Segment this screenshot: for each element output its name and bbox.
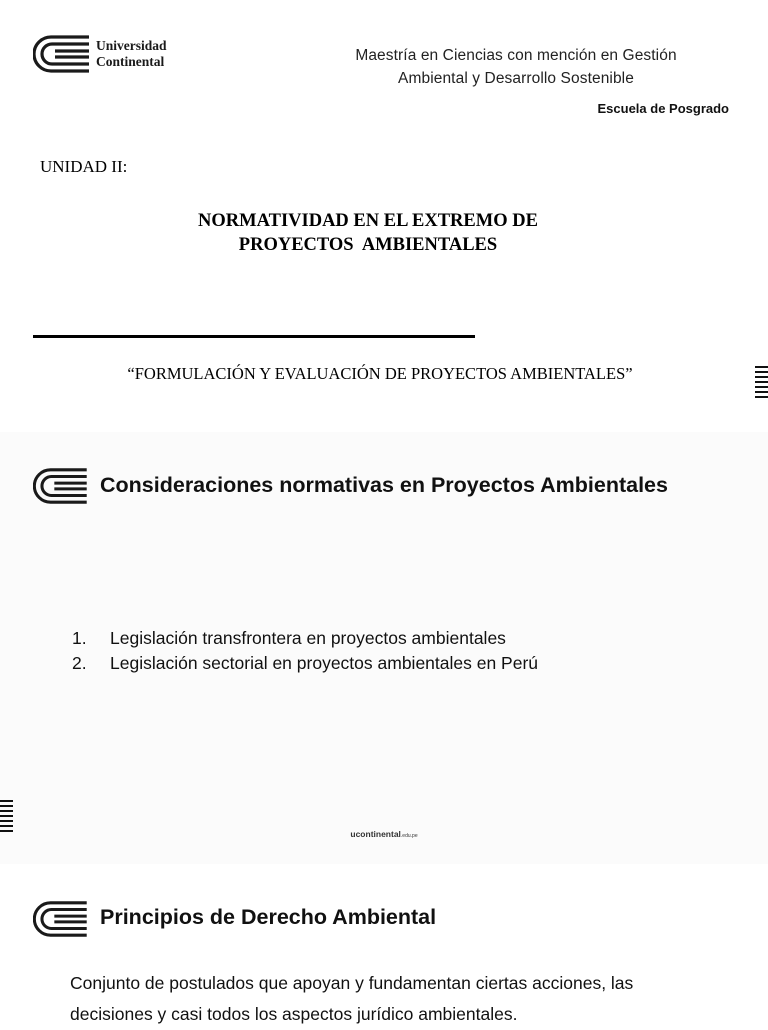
- footer-brand-suffix: .edu.pe: [400, 833, 418, 839]
- title-slide: [0, 0, 768, 432]
- brand-line1: Universidad: [96, 38, 167, 53]
- footer-brand: [0, 829, 768, 839]
- program-line2: Ambiental y Desarrollo Sostenible: [398, 70, 634, 87]
- program-title: [306, 44, 726, 90]
- list-item-number: 1.: [72, 628, 87, 648]
- footer-brand-name: ucontinental: [350, 829, 401, 839]
- unit-label: UNIDAD II:: [40, 157, 128, 176]
- university-logo-icon: [33, 33, 91, 75]
- definition-paragraph: Conjunto de postulados que apoyan y fundamentan ciertas acciones, las decisiones y casi todos los aspectos jurídico ambientales.: [70, 973, 634, 1024]
- section-logo-icon: [33, 466, 89, 506]
- considerations-slide: [0, 432, 768, 864]
- stripes-icon: [755, 366, 768, 398]
- list-item-text: Legislación sectorial en proyectos ambientales en Perú: [110, 653, 539, 673]
- course-title: “FORMULACIÓN Y EVALUACIÓN DE PROYECTOS AMBIENTALES”: [127, 364, 633, 383]
- university-name: [96, 38, 167, 70]
- unit-title-line2: PROYECTOS AMBIENTALES: [238, 235, 498, 255]
- unit-title: [128, 209, 608, 257]
- divider-rule: [33, 335, 475, 338]
- stripes-icon: [0, 800, 13, 832]
- list-item-number: 2.: [72, 653, 87, 673]
- program-line1: Maestría en Ciencias con mención en Gestión: [355, 47, 677, 64]
- list-item: [72, 651, 538, 676]
- list-item-text: Legislación transfrontera en proyectos ambientales: [110, 628, 506, 648]
- brand-line2: Continental: [96, 54, 165, 69]
- unit-title-line1: NORMATIVIDAD EN EL EXTREMO DE: [198, 211, 538, 231]
- section-logo-icon: [33, 899, 89, 939]
- slide-heading: Principios de Derecho Ambiental: [100, 905, 437, 929]
- school-name: Escuela de Posgrado: [597, 101, 729, 116]
- slide-heading: Consideraciones normativas en Proyectos Ambientales: [100, 473, 668, 497]
- list-item: [72, 626, 538, 651]
- principles-slide: [0, 864, 768, 1024]
- topic-list: [72, 626, 538, 676]
